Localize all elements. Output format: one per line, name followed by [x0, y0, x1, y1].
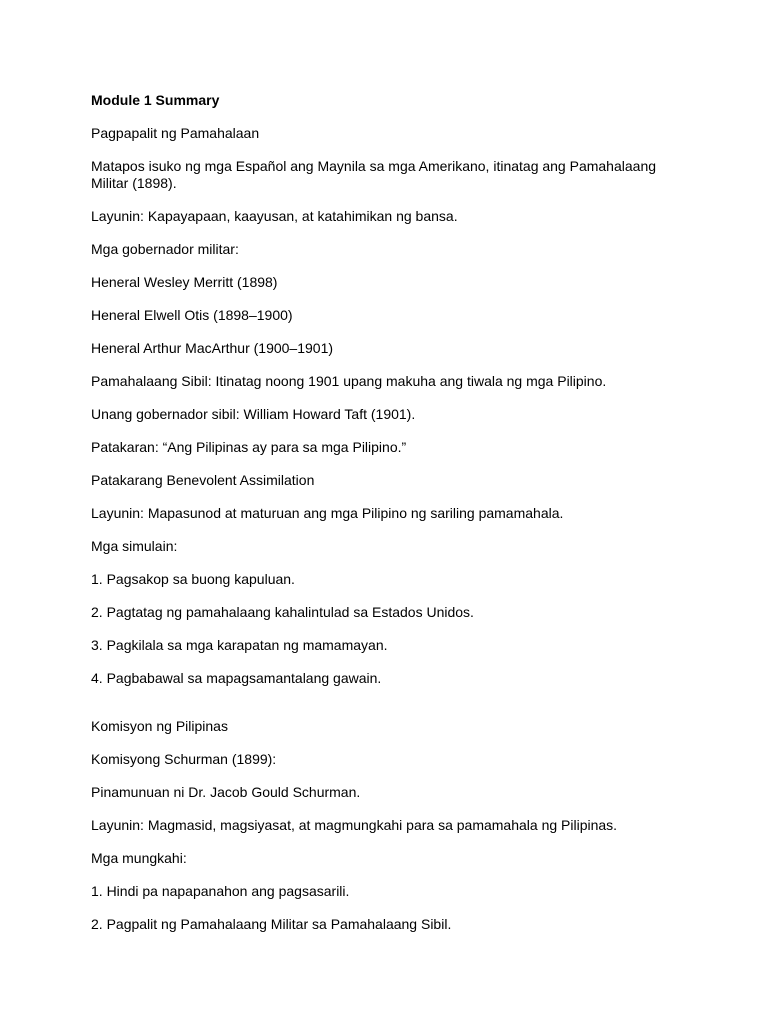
list-item: 4. Pagbabawal sa mapagsamantalang gawain.: [91, 670, 382, 686]
paragraph: Pinamunuan ni Dr. Jacob Gould Schurman.: [91, 784, 361, 800]
paragraph: Layunin: Magmasid, magsiyasat, at magmungkahi para sa pamamahala ng Pilipinas.: [91, 817, 618, 833]
paragraph: Patakaran: “Ang Pilipinas ay para sa mga Pilipino.”: [91, 439, 407, 455]
section-heading-komisyon: Komisyon ng Pilipinas: [91, 718, 228, 734]
section-heading-benevolent: Patakarang Benevolent Assimilation: [91, 472, 315, 488]
list-item: 2. Pagpalit ng Pamahalaang Militar sa Pamahalaang Sibil.: [91, 916, 452, 932]
paragraph: Pamahalaang Sibil: Itinatag noong 1901 upang makuha ang tiwala ng mga Pilipino.: [91, 373, 607, 389]
paragraph: Unang gobernador sibil: William Howard Taft (1901).: [91, 406, 416, 422]
list-item: 3. Pagkilala sa mga karapatan ng mamamayan.: [91, 637, 388, 653]
paragraph: Mga gobernador militar:: [91, 241, 239, 257]
paragraph: Layunin: Kapayapaan, kaayusan, at katahimikan ng bansa.: [91, 208, 458, 224]
paragraph: Matapos isuko ng mga Español ang Maynila sa mga Amerikano, itinatag ang Pamahalaang Militar (1898).: [91, 158, 657, 191]
paragraph: Layunin: Mapasunod at maturuan ang mga Pilipino ng sariling pamamahala.: [91, 505, 564, 521]
list-item: Heneral Elwell Otis (1898–1900): [91, 307, 293, 323]
list-item: 2. Pagtatag ng pamahalaang kahalintulad sa Estados Unidos.: [91, 604, 474, 620]
list-item: 1. Hindi pa napapanahon ang pagsasarili.: [91, 883, 350, 899]
paragraph: Mga simulain:: [91, 538, 178, 554]
paragraph: Komisyong Schurman (1899):: [91, 751, 277, 767]
paragraph: Mga mungkahi:: [91, 850, 187, 866]
list-item: 1. Pagsakop sa buong kapuluan.: [91, 571, 295, 587]
document-body: [91, 92, 691, 949]
list-item: Heneral Arthur MacArthur (1900–1901): [91, 340, 334, 356]
list-item: Heneral Wesley Merritt (1898): [91, 274, 278, 290]
document-title: Module 1 Summary: [91, 92, 220, 108]
section-heading-pagpapalit: Pagpapalit ng Pamahalaan: [91, 125, 260, 141]
